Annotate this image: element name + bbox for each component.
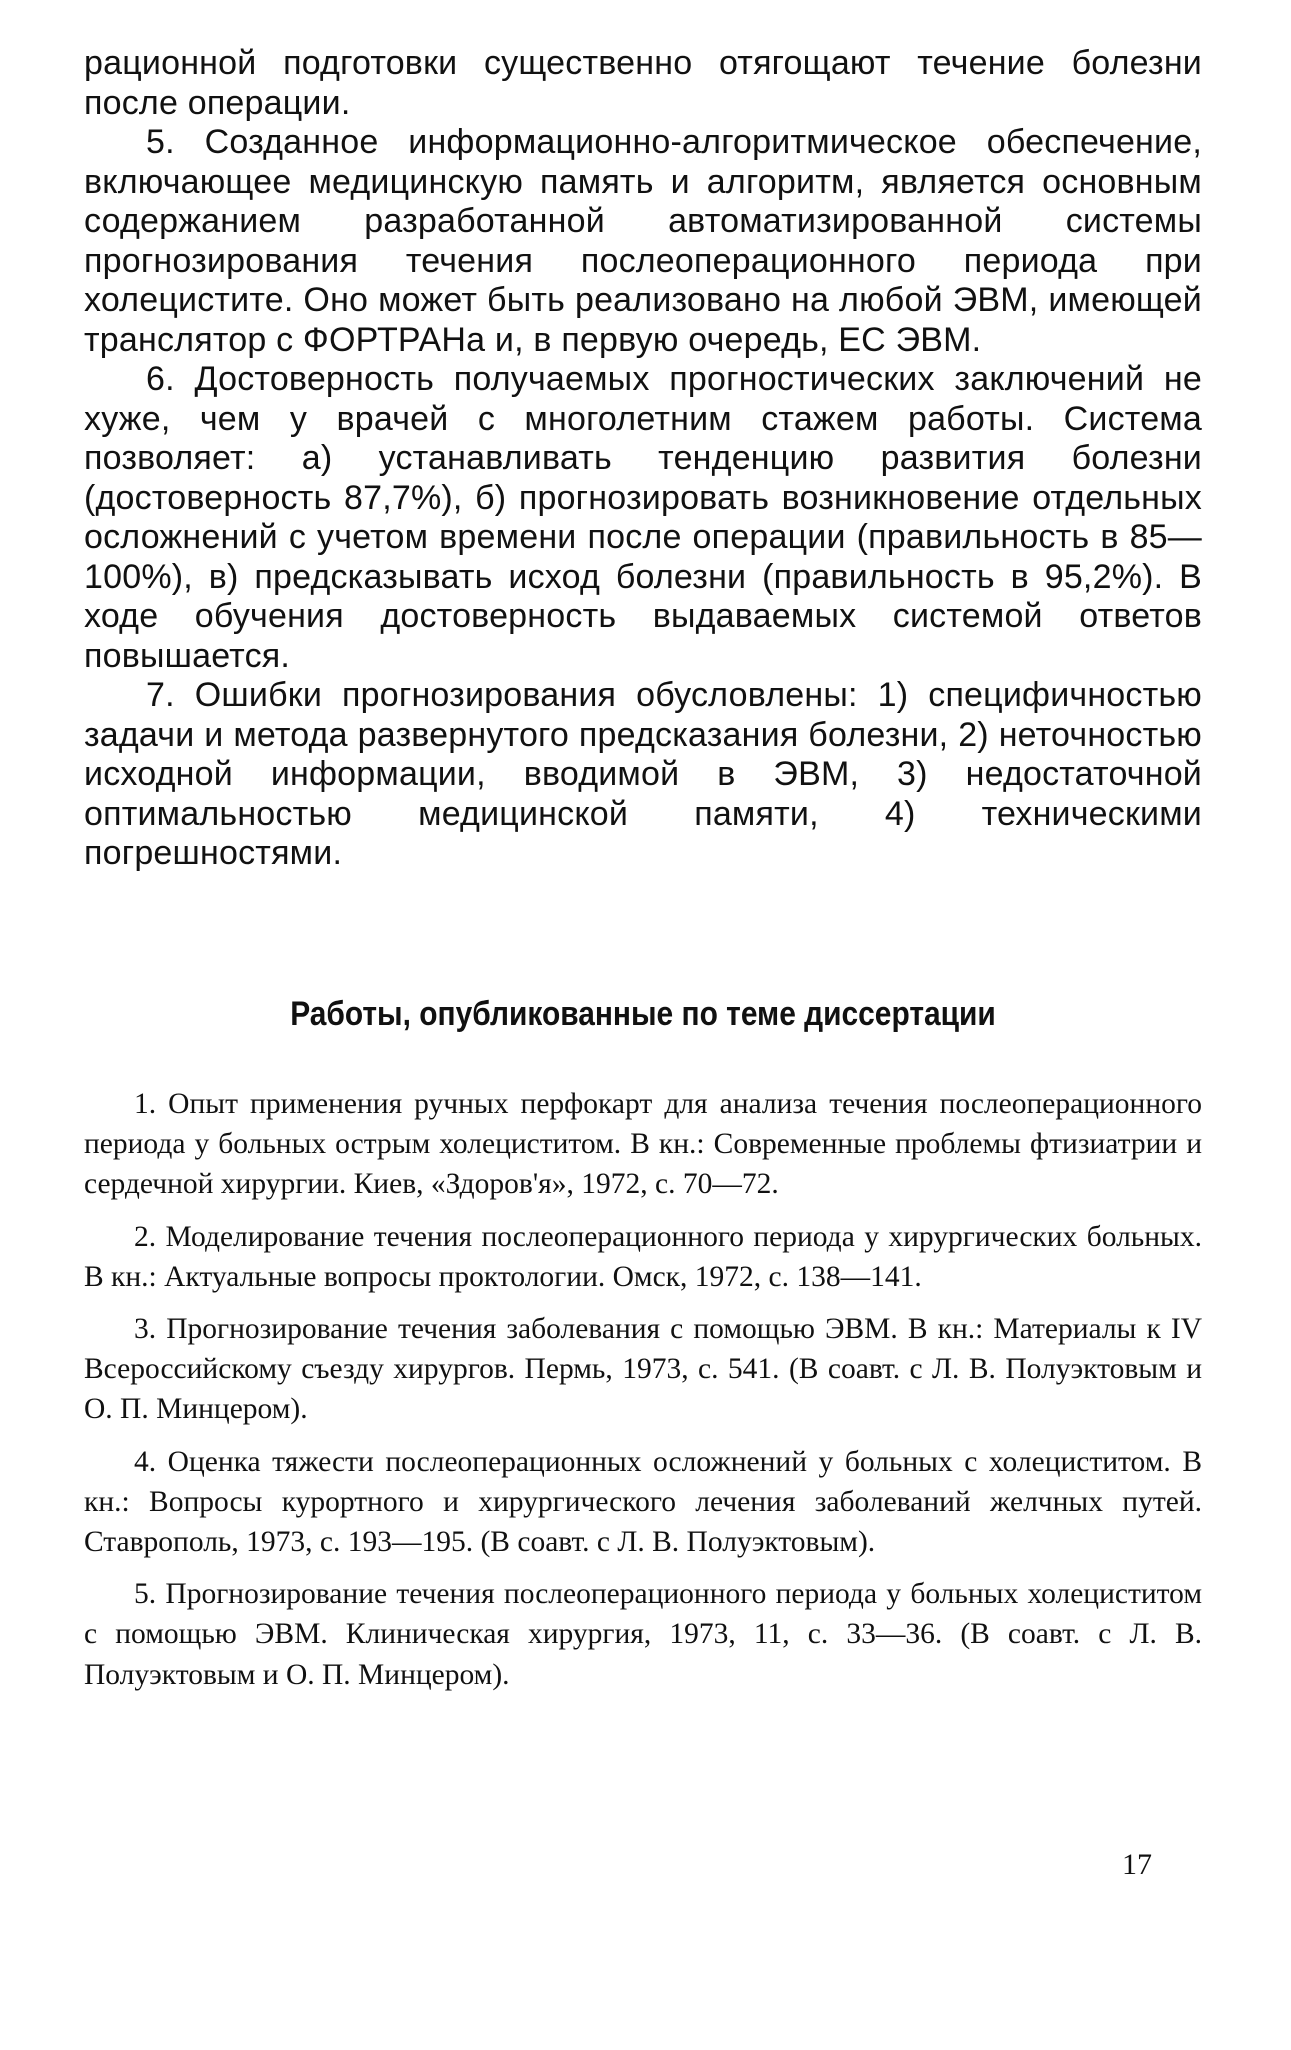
body-text <box>84 44 1202 874</box>
page-number: 17 <box>1122 1848 1152 1881</box>
paragraph-item-7: 7. Ошибки прогнозирования обусловлены: 1) специфичностью задачи и метода развернутого предсказания болезни, 2) неточностью исходной информации, вводимой в ЭВМ, 3) недостаточной оптимальностью медицинской памяти, 4) техническими погрешностями. <box>84 676 1202 872</box>
reference-item: 1. Опыт применения ручных перфокарт для анализа течения послеоперационного периода у больных острым холециститом. В кн.: Современные проблемы фтизиатрии и сердечной хирургии. Киев, «Здоров'я», 1972, с. 70—72. <box>84 1088 1202 1201</box>
paragraph-item-6: 6. Достоверность получаемых прогностических заключений не хуже, чем у врачей с многолетним стажем работы. Система позволяет: а) устанавливать тенденцию развития болезни (достоверность 87,7%), б) прогнозировать возникновение отдельных осложнений с учетом времени после операции (правильность в 85—100%), в) предсказывать исход болезни (правильность в 95,2%). В ходе обучения достоверность выдаваемых системой ответов повышается. <box>84 360 1202 675</box>
document-page <box>84 44 1202 1691</box>
reference-item: 5. Прогнозирование течения послеоперационного периода у больных холециститом с помощью ЭВМ. Клиническая хирургия, 1973, 11, с. 33—36. (В соавт. с Л. В. Полуэктовым и О. П. Минцером). <box>84 1578 1202 1691</box>
reference-item: 4. Оценка тяжести послеоперационных осложнений у больных с холециститом. В кн.: Вопросы курортного и хирургического лечения заболеваний желчных путей. Ставрополь, 1973, с. 193—195. (В соавт. с Л. В. Полуэктовым). <box>84 1445 1202 1559</box>
section-heading: Работы, опубликованные по теме диссертации <box>290 995 996 1033</box>
reference-list <box>84 1084 1202 1707</box>
paragraph-continuation: рационной подготовки существенно отягощают течение болезни после операции. <box>84 44 1202 122</box>
reference-item: 3. Прогнозирование течения заболевания с помощью ЭВМ. В кн.: Материалы к IV Всероссийскому съезду хирургов. Пермь, 1973, с. 541. (В соавт. с Л. В. Полуэктовым и О. П. Минцером). <box>84 1313 1202 1426</box>
reference-item: 2. Моделирование течения послеоперационного периода у хирургических больных. В кн.: Актуальные вопросы проктологии. Омск, 1972, с. 138—141. <box>84 1220 1202 1293</box>
paragraph-item-5: 5. Созданное информационно-алгоритмическое обеспечение, включающее медицинскую память и алгоритм, является основным содержанием разработанной автоматизированной системы прогнозирования течения послеоперационного периода при холецистите. Оно может быть реализовано на любой ЭВМ, имеющей транслятор с ФОРТРАНа и, в первую очередь, ЕС ЭВМ. <box>84 123 1202 359</box>
